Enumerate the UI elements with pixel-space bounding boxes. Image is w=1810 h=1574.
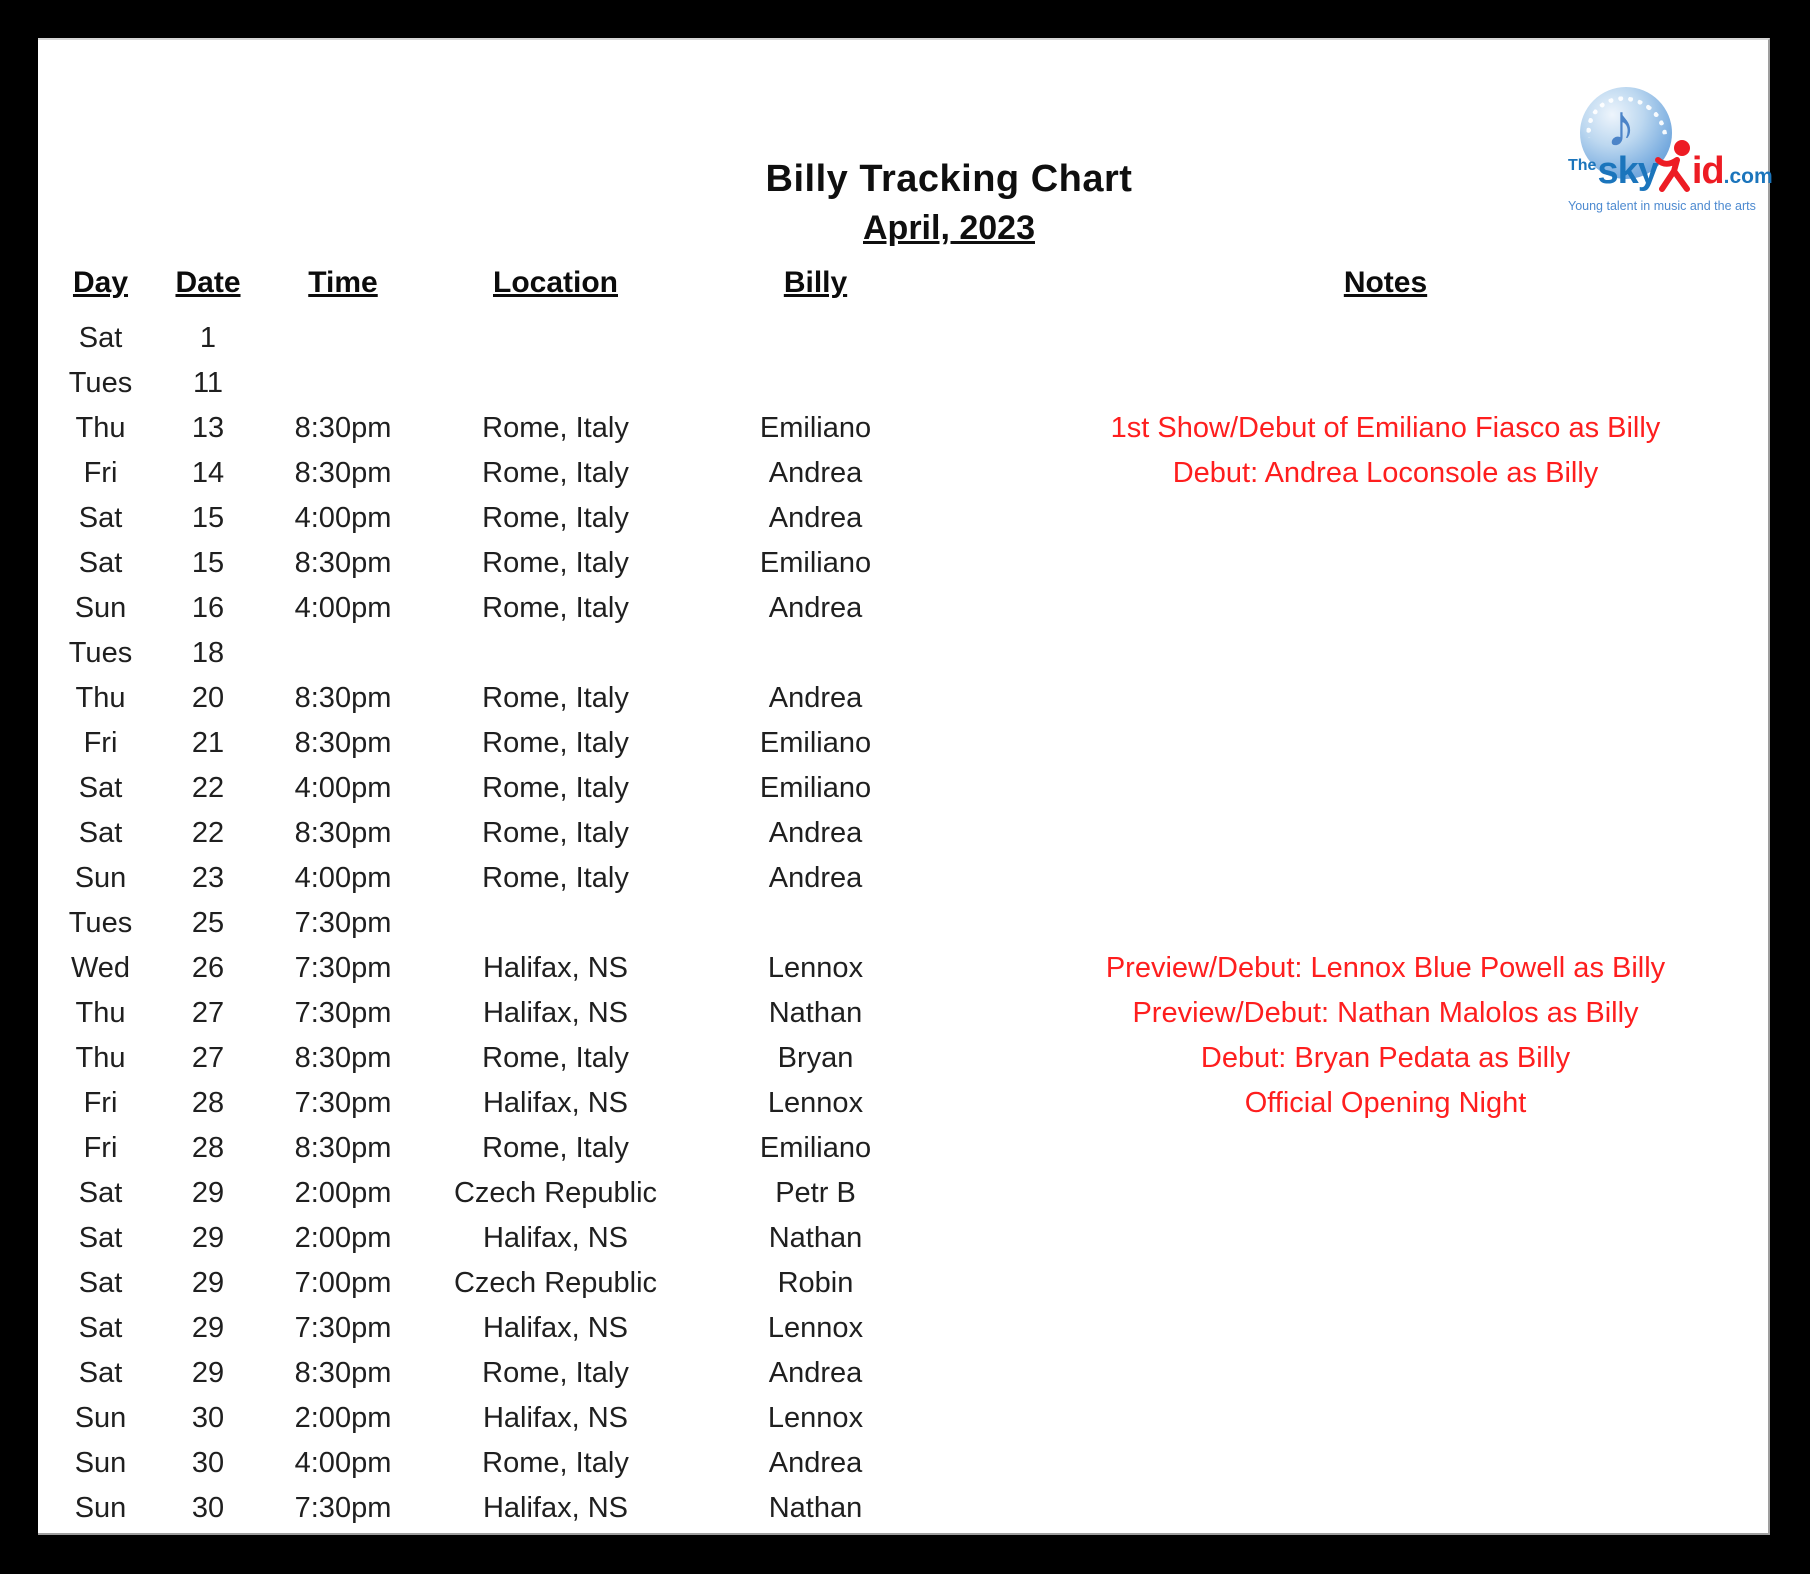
column-header-location: Location [493,266,618,299]
cell-time: 4:00pm [294,862,392,894]
cell-day: Sat [78,1267,123,1299]
cell-day: Thu [75,1042,126,1074]
cell-note [938,541,1753,586]
logo-text-the: The [1568,157,1597,174]
cell-time: 4:00pm [294,1447,392,1479]
cell-time: 4:00pm [294,592,392,624]
cell-note [938,316,1753,361]
cell-day: Thu [75,682,126,714]
cell-date: 30 [191,1447,225,1479]
cell-time: 8:30pm [294,457,392,489]
cell-location: Halifax, NS [482,1492,629,1524]
cell-location: Rome, Italy [482,1447,629,1479]
cell-day: Thu [75,412,126,444]
cell-location: Rome, Italy [482,547,629,579]
cell-date: 29 [191,1312,225,1344]
cell-location: Rome, Italy [482,592,629,624]
table-row [53,1126,1753,1171]
cell-location: Rome, Italy [482,1357,629,1389]
cell-billy [693,316,938,361]
table-row [53,1036,1753,1081]
table-row [53,451,1753,496]
cell-day: Sun [74,862,127,894]
cell-day: Sat [78,1312,123,1344]
cell-location: Czech Republic [453,1267,658,1299]
cell-billy: Emiliano [759,412,872,444]
cell-time: 2:00pm [294,1222,392,1254]
cell-time: 7:30pm [294,1312,392,1344]
cell-location: Rome, Italy [482,457,629,489]
cell-time: 8:30pm [294,1042,392,1074]
cell-day: Fri [83,457,118,489]
cell-location: Rome, Italy [482,862,629,894]
cell-location: Halifax, NS [482,952,629,984]
table-row [53,1486,1753,1531]
cell-note: 1st Show/Debut of Emiliano Fiasco as Billy [1110,412,1661,444]
cell-note [938,901,1753,946]
cell-time: 2:00pm [294,1177,392,1209]
cell-date: 29 [191,1177,225,1209]
cell-time: 8:30pm [294,727,392,759]
cell-billy: Nathan [768,1222,863,1254]
cell-location: Rome, Italy [482,682,629,714]
cell-date: 25 [191,907,225,939]
cell-location: Rome, Italy [482,502,629,534]
cell-note [938,586,1753,631]
cell-billy: Lennox [767,1402,864,1434]
cell-time: 7:30pm [294,1492,392,1524]
column-header-billy: Billy [783,266,848,299]
table-row [53,361,1753,406]
cell-day: Sat [78,1357,123,1389]
cell-date: 13 [191,412,225,444]
table-row [53,1171,1753,1216]
cell-billy [693,901,938,946]
table-row [53,316,1753,361]
cell-day: Sun [74,592,127,624]
cell-billy: Andrea [768,1447,863,1479]
column-header-notes: Notes [1343,266,1428,299]
cell-billy: Lennox [767,1312,864,1344]
cell-billy: Robin [777,1267,854,1299]
cell-day: Sat [78,772,123,804]
cell-time: 2:00pm [294,1402,392,1434]
cell-billy: Andrea [768,817,863,849]
cell-time: 8:30pm [294,1132,392,1164]
table-row [53,631,1753,676]
cell-billy: Emiliano [759,547,872,579]
cell-date: 29 [191,1267,225,1299]
logo-tagline: Young talent in music and the arts [1568,199,1756,213]
cell-time: 8:30pm [294,1357,392,1389]
cell-billy: Emiliano [759,727,872,759]
cell-location: Rome, Italy [482,1132,629,1164]
cell-date: 26 [191,952,225,984]
cell-location [418,361,693,406]
column-header-day: Day [72,266,129,299]
table-row [53,1216,1753,1261]
page-subtitle: April, 2023 [863,209,1035,247]
cell-billy: Andrea [768,862,863,894]
cell-note [938,1216,1753,1261]
cell-billy: Andrea [768,1357,863,1389]
cell-day: Wed [70,952,131,984]
cell-billy: Lennox [767,1087,864,1119]
table-row [53,1396,1753,1441]
logo-text-id: id [1691,150,1724,192]
cell-date: 28 [191,1087,225,1119]
cell-date: 29 [191,1357,225,1389]
document-page [38,38,1773,1535]
cell-date: 15 [191,502,225,534]
cell-note [938,1261,1753,1306]
cell-time: 8:30pm [294,412,392,444]
cell-billy: Andrea [768,592,863,624]
column-header-date: Date [175,266,241,299]
table-row [53,1081,1753,1126]
cell-location: Halifax, NS [482,1402,629,1434]
cell-location: Halifax, NS [482,1312,629,1344]
cell-note: Preview/Debut: Nathan Malolos as Billy [1132,997,1639,1029]
cell-location: Halifax, NS [482,1087,629,1119]
cell-date: 28 [191,1132,225,1164]
cell-billy: Nathan [768,997,863,1029]
cell-time: 7:30pm [294,952,392,984]
cell-date: 27 [191,997,225,1029]
cell-note [938,631,1753,676]
cell-time: 7:30pm [294,1087,392,1119]
cell-billy [693,361,938,406]
table-row [53,541,1753,586]
cell-day: Tues [68,907,133,939]
cell-time: 8:30pm [294,682,392,714]
cell-billy: Petr B [775,1177,856,1209]
table-row [53,811,1753,856]
table-row [53,856,1753,901]
cell-location: Rome, Italy [482,772,629,804]
cell-note [938,676,1753,721]
cell-time: 7:30pm [294,997,392,1029]
cell-location: Rome, Italy [482,727,629,759]
cell-time: 4:00pm [294,772,392,804]
cell-note: Official Opening Night [1244,1087,1527,1119]
cell-billy: Andrea [768,682,863,714]
cell-day: Sat [78,1222,123,1254]
cell-day: Sun [74,1492,127,1524]
table-row [53,586,1753,631]
cell-location [418,631,693,676]
cell-time: 7:00pm [294,1267,392,1299]
cell-note [938,1396,1753,1441]
schedule-body [53,316,1753,1531]
cell-note [938,721,1753,766]
cell-location: Halifax, NS [482,1222,629,1254]
cell-billy: Lennox [767,952,864,984]
cell-date: 29 [191,1222,225,1254]
cell-time: 7:30pm [294,907,392,939]
cell-note [938,1306,1753,1351]
cell-billy: Nathan [768,1492,863,1524]
cell-date: 1 [199,322,217,354]
cell-day: Fri [83,727,118,759]
cell-day: Sat [78,502,123,534]
cell-date: 30 [191,1402,225,1434]
cell-note: Preview/Debut: Lennox Blue Powell as Billy [1105,952,1666,984]
cell-day: Tues [68,637,133,669]
cell-billy: Bryan [777,1042,854,1074]
cell-note: Debut: Andrea Loconsole as Billy [1172,457,1599,489]
cell-note [938,1486,1753,1531]
table-header-row [53,262,1753,316]
music-note-icon: ♪ [1606,92,1636,159]
cell-day: Sun [74,1447,127,1479]
cell-time: 8:30pm [294,817,392,849]
table-row [53,721,1753,766]
cell-note: Debut: Bryan Pedata as Billy [1200,1042,1571,1074]
cell-time: 4:00pm [294,502,392,534]
table-row [53,496,1753,541]
table-row [53,406,1753,451]
cell-note [938,1351,1753,1396]
table-row [53,1261,1753,1306]
cell-date: 30 [191,1492,225,1524]
cell-day: Fri [83,1087,118,1119]
cell-day: Sat [78,547,123,579]
cell-location: Czech Republic [453,1177,658,1209]
cell-day: Sun [74,1402,127,1434]
cell-day: Thu [75,997,126,1029]
cell-note [938,361,1753,406]
cell-date: 23 [191,862,225,894]
cell-time [268,316,418,361]
cell-date: 11 [192,367,224,399]
page-title: Billy Tracking Chart [765,158,1133,200]
cell-date: 20 [191,682,225,714]
table-row [53,991,1753,1036]
cell-date: 27 [191,1042,225,1074]
cell-location: Halifax, NS [482,997,629,1029]
cell-location: Rome, Italy [482,817,629,849]
cell-date: 14 [191,457,225,489]
logo-text-sky: sky [1597,150,1658,192]
logo-text-com: .com [1723,165,1773,188]
cell-date: 22 [191,772,225,804]
column-header-time: Time [308,266,378,299]
cell-location [418,316,693,361]
title-block [38,158,1768,248]
cell-location [418,901,693,946]
cell-date: 15 [191,547,225,579]
tracking-table [53,262,1753,1531]
cell-day: Sat [78,1177,123,1209]
cell-billy: Andrea [768,502,863,534]
cell-day: Fri [83,1132,118,1164]
cell-date: 21 [191,727,225,759]
cell-note [938,1171,1753,1216]
cell-date: 22 [191,817,225,849]
cell-date: 16 [191,592,225,624]
table-row [53,766,1753,811]
cell-note [938,1126,1753,1171]
table-row [53,1441,1753,1486]
cell-billy: Emiliano [759,772,872,804]
cell-day: Tues [68,367,133,399]
cell-day: Sat [78,322,123,354]
table-row [53,946,1753,991]
cell-billy: Emiliano [759,1132,872,1164]
cell-billy [693,631,938,676]
cell-billy: Andrea [768,457,863,489]
cell-location: Rome, Italy [482,1042,629,1074]
cell-day: Sat [78,817,123,849]
table-row [53,1306,1753,1351]
cell-location: Rome, Italy [482,412,629,444]
cell-note [938,1441,1753,1486]
table-row [53,901,1753,946]
cell-note [938,766,1753,811]
cell-time: 8:30pm [294,547,392,579]
cell-note [938,856,1753,901]
cell-time [268,361,418,406]
table-row [53,676,1753,721]
cell-note [938,496,1753,541]
cell-note [938,811,1753,856]
cell-date: 18 [191,637,225,669]
table-row [53,1351,1753,1396]
cell-time [268,631,418,676]
